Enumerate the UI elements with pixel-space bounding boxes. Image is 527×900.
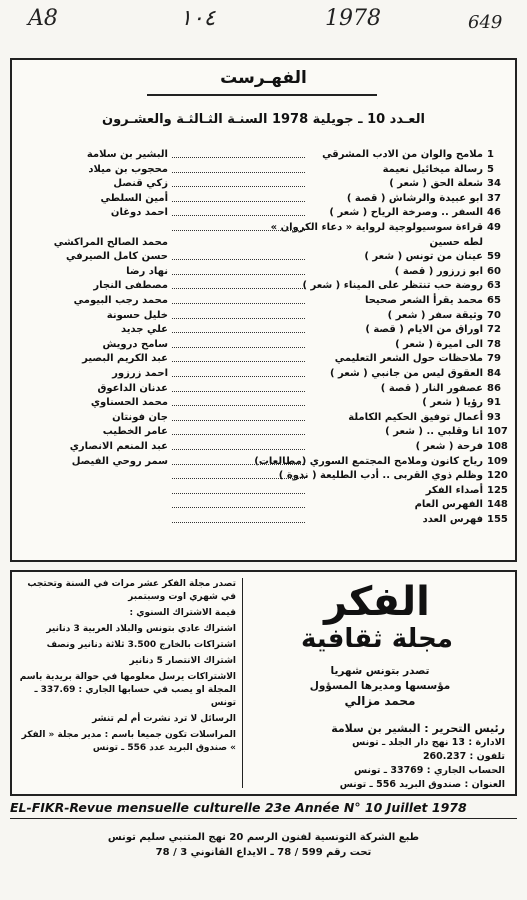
printer-info xyxy=(0,830,527,860)
toc-title: اوراق من الايام ( قصة ) xyxy=(365,324,483,336)
printer-line: تحت رقم 599 / 78 ـ الايداع القانوني 3 / 78 xyxy=(155,847,372,858)
toc-author: عبد الكريم البصير xyxy=(82,353,168,365)
toc-page-number: 109 xyxy=(487,455,508,467)
toc-page-number: 84 xyxy=(487,368,501,379)
toc-title: ملامح والوان من الادب المشرقي xyxy=(322,149,483,160)
toc-page-number: 79 xyxy=(487,353,501,365)
logo-subtitle: مجلة ثقافية xyxy=(301,624,453,654)
subscription-info xyxy=(18,578,236,758)
toc-page-number: 49 xyxy=(487,222,501,233)
toc-row xyxy=(12,265,515,279)
toc-leader-dots xyxy=(172,215,305,216)
toc-leader-dots xyxy=(172,288,305,289)
toc-row xyxy=(12,309,515,323)
publisher-info xyxy=(255,664,505,709)
handwritten-year: 1978 xyxy=(325,6,381,31)
toc-page-number: 60 xyxy=(487,265,501,277)
toc-row xyxy=(12,192,515,206)
toc-row xyxy=(12,469,515,483)
toc-row xyxy=(12,279,515,293)
admin-label: العنوان : صندوق البريد xyxy=(399,779,505,790)
toc-author: عبد المنعم الانصاري xyxy=(69,441,168,452)
toc-page-number: 34 xyxy=(487,178,501,190)
toc-page-number: 1 xyxy=(487,149,494,160)
toc-page-number: 155 xyxy=(487,514,508,525)
toc-author: محمد الصالح المراكشي xyxy=(53,236,168,248)
toc-page-number: 120 xyxy=(487,470,508,482)
handwritten-corner: 649 xyxy=(468,12,503,33)
admin-row xyxy=(250,764,505,778)
toc-page-number: 46 xyxy=(487,207,501,219)
toc-leader-dots xyxy=(172,361,305,362)
toc-page-number: 70 xyxy=(487,309,501,321)
toc-author: أمين السلطي xyxy=(100,192,168,204)
toc-leader-dots xyxy=(172,420,305,421)
toc-row xyxy=(12,484,515,498)
contents-heading: الفهـرست xyxy=(220,68,307,88)
toc-page-number: 91 xyxy=(487,397,501,409)
toc-row xyxy=(12,294,515,308)
toc-page-number: 37 xyxy=(487,192,501,204)
toc-leader-dots xyxy=(172,493,305,494)
toc-title: انا وقلبي .. ( شعر ) xyxy=(385,426,483,438)
toc-author: علي جديد xyxy=(120,324,168,336)
toc-title: العقوق ليس من جانبي ( شعر ) xyxy=(329,368,483,379)
toc-page-number: 93 xyxy=(487,411,501,423)
subscription-line: اشتراك عادي بتونس والبلاد العربية 3 دنانير xyxy=(46,624,236,634)
subscription-line: تصدر مجلة الفكر عشر مرات في السنة وتحتجب في شهري اوت وسبتمبر xyxy=(27,579,236,602)
printer-line: طبع الشركة التونسية لفنون الرسم 20 نهج المتنبي سليم تونس xyxy=(107,832,420,843)
toc-row xyxy=(12,148,515,162)
toc-leader-dots xyxy=(172,303,305,304)
toc-row xyxy=(12,236,515,250)
toc-leader-dots xyxy=(172,449,305,450)
toc-leader-dots xyxy=(172,172,305,173)
heading-rule xyxy=(147,94,377,96)
toc-leader-dots xyxy=(172,478,305,479)
toc-page-number: 108 xyxy=(487,441,508,452)
toc-title: رسالة ميخائيل نعيمة xyxy=(382,163,483,175)
toc-page-number: 125 xyxy=(487,484,508,496)
admin-value: 556 ـ تونس xyxy=(339,779,396,790)
toc-title: محمد يقرأ الشعر صحيحا xyxy=(364,295,483,306)
toc-author: نهاد رضا xyxy=(126,265,168,277)
admin-value: 13 نهج دار الجلد ـ تونس xyxy=(352,737,466,748)
subscription-line: اشتراك الانتصار 5 دنانير xyxy=(129,656,236,666)
toc-title: رياح كانون وملامح المجتمع السوري (مطالعات) xyxy=(254,455,483,467)
toc-title: ملاحظات حول الشعر التعليمي xyxy=(334,353,483,365)
toc-title: عصفور النار ( قصة ) xyxy=(380,382,483,394)
toc-leader-dots xyxy=(172,391,305,392)
toc-title: فهرس العدد xyxy=(422,514,483,525)
subscription-line: قيمة الاشتراك السنوي : xyxy=(129,608,236,618)
pub-line: تصدر بتونس شهريا xyxy=(330,665,430,677)
toc-author: خليل حسونة xyxy=(106,309,168,321)
toc-title: قراءة سوسيولوجية لرواية « دعاء الكروان » xyxy=(270,222,483,233)
toc-author: احمد دوغان xyxy=(110,207,168,219)
admin-value: 33769 ـ تونس xyxy=(353,765,424,776)
toc-page-number: 59 xyxy=(487,251,501,263)
pub-line: مؤسسها ومديرها المسؤول xyxy=(309,680,451,692)
handwritten-number: ١٠٤ xyxy=(180,6,216,31)
toc-row xyxy=(12,382,515,396)
toc-leader-dots xyxy=(172,274,305,275)
admin-value: 260.237 xyxy=(422,751,467,762)
toc-title: فرحة ( شعر ) xyxy=(415,441,483,452)
toc-author: البشير بن سلامة xyxy=(86,149,168,160)
contents-box xyxy=(10,58,517,562)
toc-title: الفهرس العام xyxy=(414,499,483,511)
masthead-box xyxy=(10,570,517,796)
toc-author: محجوب بن ميلاد xyxy=(88,163,168,175)
french-footer: EL-FIKR-Revue mensuelle culturelle 23e Année N° 10 Juillet 1978 xyxy=(10,800,467,815)
toc-page-number: 86 xyxy=(487,382,501,394)
toc-title: وثيقة سفر ( شعر ) xyxy=(387,309,483,321)
admin-row xyxy=(250,778,505,792)
admin-label: الادارة : xyxy=(468,737,505,748)
toc-leader-dots xyxy=(172,201,305,202)
toc-page-number: 148 xyxy=(487,499,508,511)
handwritten-code: A8 xyxy=(28,6,58,31)
toc-row xyxy=(12,338,515,352)
subscription-line: الرسائل لا ترد نشرت أم لم تنشر xyxy=(92,714,236,724)
pub-line: محمد مزالي xyxy=(344,694,416,708)
toc-row xyxy=(12,221,515,235)
issue-line: العـدد 10 ـ جويلية 1978 السنـة الثـالثـة والعشـرون xyxy=(102,112,425,127)
subscription-line: اشتراكات بالخارج 3.500 ثلاثة دنانير ونصف xyxy=(46,640,236,650)
footer-rule xyxy=(10,818,517,819)
subscription-line: المراسلات تكون جميعا باسم : مدير مجلة « الفكر » صندوق البريد عدد 556 ـ تونس xyxy=(21,730,236,753)
toc-leader-dots xyxy=(172,186,305,187)
toc-author: محمد الحسناوي xyxy=(90,397,168,409)
toc-leader-dots xyxy=(172,405,305,406)
toc-author: جان فونتان xyxy=(112,411,168,423)
toc-leader-dots xyxy=(172,464,305,465)
toc-leader-dots xyxy=(172,522,305,523)
toc-leader-dots xyxy=(172,259,305,260)
toc-leader-dots xyxy=(172,507,305,508)
toc-page-number: 107 xyxy=(487,426,508,438)
toc-author: حسن كامل الصيرفي xyxy=(65,251,168,263)
toc-page-number: 5 xyxy=(487,163,494,175)
toc-author: عدنان الداعوق xyxy=(97,382,168,394)
toc-title: وظلم ذوي القربى .. أدب الطليعة ( ندوة ) xyxy=(278,470,483,482)
contact-info xyxy=(250,722,505,792)
toc-title: ابو زرزور ( قصة ) xyxy=(394,265,483,277)
toc-title: رؤيا ( شعر ) xyxy=(422,397,483,409)
toc-row xyxy=(12,455,515,469)
toc-author: مصطفى النجار xyxy=(93,280,168,292)
toc-row xyxy=(12,323,515,337)
subscription-line: الاشتراكات يرسل معلومها في حوالة بريدية باسم المجلة او يصب في حسابها الجاري : 337.69 ـ تونس xyxy=(19,672,236,708)
toc-author: عامر الخطيب xyxy=(102,426,168,438)
toc-leader-dots xyxy=(172,434,305,435)
toc-row xyxy=(12,206,515,220)
toc-row xyxy=(12,513,515,527)
toc-row xyxy=(12,163,515,177)
toc-row xyxy=(12,177,515,191)
toc-page-number: 63 xyxy=(487,280,501,292)
admin-label: تلفون : xyxy=(469,751,505,762)
admin-row xyxy=(250,736,505,750)
toc-row xyxy=(12,440,515,454)
toc-author: سمر روحي الفيصل xyxy=(71,455,168,467)
toc-row xyxy=(12,396,515,410)
toc-author: محمد رجب البيومي xyxy=(73,295,168,306)
toc-title: شعلة الحق ( شعر ) xyxy=(389,178,483,190)
toc-row xyxy=(12,352,515,366)
toc-row xyxy=(12,367,515,381)
toc-page-number: 78 xyxy=(487,338,501,350)
toc-leader-dots xyxy=(172,157,305,158)
toc-leader-dots xyxy=(172,230,305,231)
toc-page-number: 72 xyxy=(487,324,501,336)
toc-title: ابو عبيدة والرشاش ( قصة ) xyxy=(346,192,483,204)
toc-title: لطه حسين xyxy=(429,236,483,248)
logo-title: الفكر xyxy=(324,579,430,625)
toc-title: عينان من تونس ( شعر ) xyxy=(364,251,483,263)
toc-author: زكي قنصل xyxy=(113,178,168,190)
toc-title: الى اميرة ( شعر ) xyxy=(395,338,483,350)
toc-author: سامح درويش xyxy=(102,338,168,350)
editor-line: رئيس التحرير : البشير بن سلامة xyxy=(331,722,505,735)
magazine-logo xyxy=(267,580,487,654)
toc-title: السفر .. وصرخة الرياح ( شعر ) xyxy=(329,207,483,219)
toc-title: روضة حب تنتظر على الميناء ( شعر ) xyxy=(302,280,483,292)
toc-row xyxy=(12,250,515,264)
admin-label: الحساب الجاري : xyxy=(426,765,505,776)
toc-leader-dots xyxy=(172,376,305,377)
toc-leader-dots xyxy=(172,318,305,319)
admin-row xyxy=(250,750,505,764)
toc-page-number: 65 xyxy=(487,295,501,306)
toc-title: أعمال توفيق الحكيم الكاملة xyxy=(348,411,483,423)
toc-leader-dots xyxy=(172,332,305,333)
toc-row xyxy=(12,411,515,425)
toc-author: احمد زرزور xyxy=(112,368,168,379)
masthead-divider xyxy=(242,578,243,788)
toc-title: أصداء الفكر xyxy=(425,484,483,496)
toc-row xyxy=(12,498,515,512)
toc-leader-dots xyxy=(172,347,305,348)
toc-row xyxy=(12,425,515,439)
